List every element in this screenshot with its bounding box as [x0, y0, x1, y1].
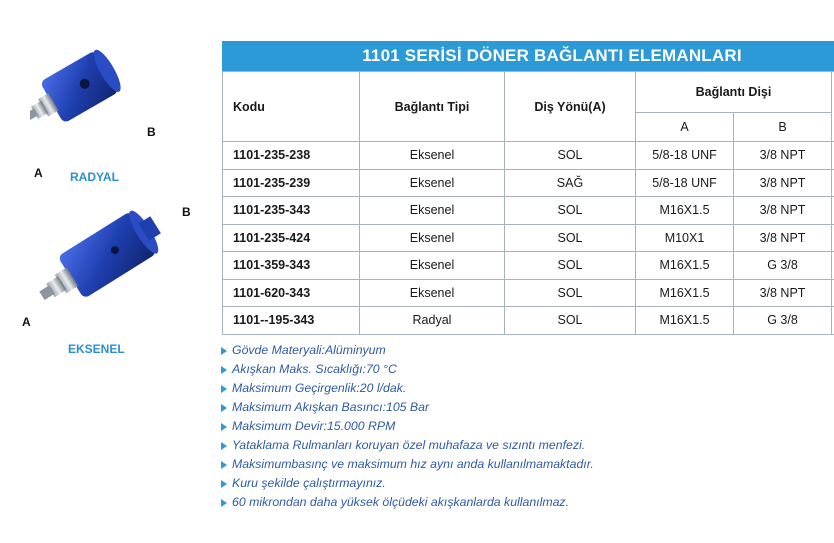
cell-type: Radyal	[360, 307, 505, 335]
triangle-bullet-icon	[221, 442, 227, 450]
triangle-bullet-icon	[221, 423, 227, 431]
header-thread: Bağlantı Dişi	[636, 72, 832, 113]
list-item	[221, 341, 594, 360]
table-title: 1101 SERİSİ DÖNER BAĞLANTI ELEMANLARI	[222, 41, 834, 71]
list-item	[221, 417, 594, 436]
cell-direction: SOL	[505, 142, 636, 170]
table-row	[223, 197, 834, 225]
table-row	[223, 224, 834, 252]
feature-text: Kuru şekilde çalıştırmayınız.	[232, 476, 386, 490]
cell-code: 1101-235-424	[223, 224, 360, 252]
cell-type: Eksenel	[360, 224, 505, 252]
triangle-bullet-icon	[221, 385, 227, 393]
eksenel-label: EKSENEL	[68, 342, 125, 356]
spec-table	[222, 71, 834, 335]
list-item	[221, 493, 594, 512]
triangle-bullet-icon	[221, 347, 227, 355]
header-code: Kodu	[223, 72, 360, 142]
header-thread-b: B	[734, 113, 832, 142]
feature-list	[221, 341, 594, 512]
table-row	[223, 279, 834, 307]
cell-thread-a: M16X1.5	[636, 252, 734, 280]
feature-text: Maksimum Akışkan Basıncı:105 Bar	[232, 400, 430, 414]
radyal-label: RADYAL	[70, 170, 119, 184]
table-row	[223, 169, 834, 197]
cell-thread-b: 3/8 NPT	[734, 142, 832, 170]
list-item	[221, 436, 594, 455]
product-table	[222, 41, 834, 335]
table-row	[223, 142, 834, 170]
cell-thread-b: G 3/8	[734, 307, 832, 335]
feature-text: Maksimum Devir:15.000 RPM	[232, 419, 396, 433]
cell-thread-a: 5/8-18 UNF	[636, 142, 734, 170]
radyal-product-image	[30, 40, 150, 170]
feature-text: Akışkan Maks. Sıcaklığı:70 °C	[232, 362, 397, 376]
cell-type: Eksenel	[360, 142, 505, 170]
header-thread-a: A	[636, 113, 734, 142]
cell-code: 1101--195-343	[223, 307, 360, 335]
cell-direction: SOL	[505, 252, 636, 280]
cell-type: Eksenel	[360, 252, 505, 280]
cell-direction: SOL	[505, 197, 636, 225]
eksenel-port-b-label: B	[182, 205, 191, 219]
header-type: Bağlantı Tipi	[360, 72, 505, 142]
cell-thread-a: M10X1	[636, 224, 734, 252]
eksenel-port-a-label: A	[22, 315, 31, 329]
triangle-bullet-icon	[221, 461, 227, 469]
radyal-port-a-label: A	[34, 166, 43, 180]
feature-text: Maksimumbasınç ve maksimum hız aynı anda kullanılmamaktadır.	[232, 457, 594, 471]
cell-thread-a: M16X1.5	[636, 279, 734, 307]
list-item	[221, 474, 594, 493]
cell-direction: SOL	[505, 279, 636, 307]
cell-thread-a: 5/8-18 UNF	[636, 169, 734, 197]
cell-code: 1101-235-238	[223, 142, 360, 170]
header-direction: Diş Yönü(A)	[505, 72, 636, 142]
cell-code: 1101-620-343	[223, 279, 360, 307]
cell-direction: SAĞ	[505, 169, 636, 197]
cell-thread-b: 3/8 NPT	[734, 197, 832, 225]
feature-text: Yataklama Rulmanları koruyan özel muhafaza ve sızıntı menfezi.	[232, 438, 586, 452]
cell-direction: SOL	[505, 307, 636, 335]
table-row	[223, 252, 834, 280]
feature-text: Gövde Materyali:Alüminyum	[232, 343, 386, 357]
cell-thread-b: G 3/8	[734, 252, 832, 280]
list-item	[221, 455, 594, 474]
cell-code: 1101-235-239	[223, 169, 360, 197]
cell-direction: SOL	[505, 224, 636, 252]
triangle-bullet-icon	[221, 366, 227, 374]
list-item	[221, 360, 594, 379]
cell-thread-b: 3/8 NPT	[734, 224, 832, 252]
cell-code: 1101-359-343	[223, 252, 360, 280]
list-item	[221, 398, 594, 417]
cell-type: Eksenel	[360, 169, 505, 197]
table-row	[223, 307, 834, 335]
cell-code: 1101-235-343	[223, 197, 360, 225]
cell-thread-b: 3/8 NPT	[734, 169, 832, 197]
cell-thread-a: M16X1.5	[636, 307, 734, 335]
list-item	[221, 379, 594, 398]
cell-thread-b: 3/8 NPT	[734, 279, 832, 307]
cell-thread-a: M16X1.5	[636, 197, 734, 225]
feature-text: 60 mikrondan daha yüksek ölçüdeki akışkanlarda kullanılmaz.	[232, 495, 569, 509]
radyal-port-b-label: B	[147, 125, 156, 139]
triangle-bullet-icon	[221, 499, 227, 507]
cell-type: Eksenel	[360, 279, 505, 307]
triangle-bullet-icon	[221, 480, 227, 488]
cell-type: Eksenel	[360, 197, 505, 225]
feature-text: Maksimum Geçirgenlik:20 l/dak.	[232, 381, 407, 395]
triangle-bullet-icon	[221, 404, 227, 412]
eksenel-product-image	[30, 200, 190, 330]
